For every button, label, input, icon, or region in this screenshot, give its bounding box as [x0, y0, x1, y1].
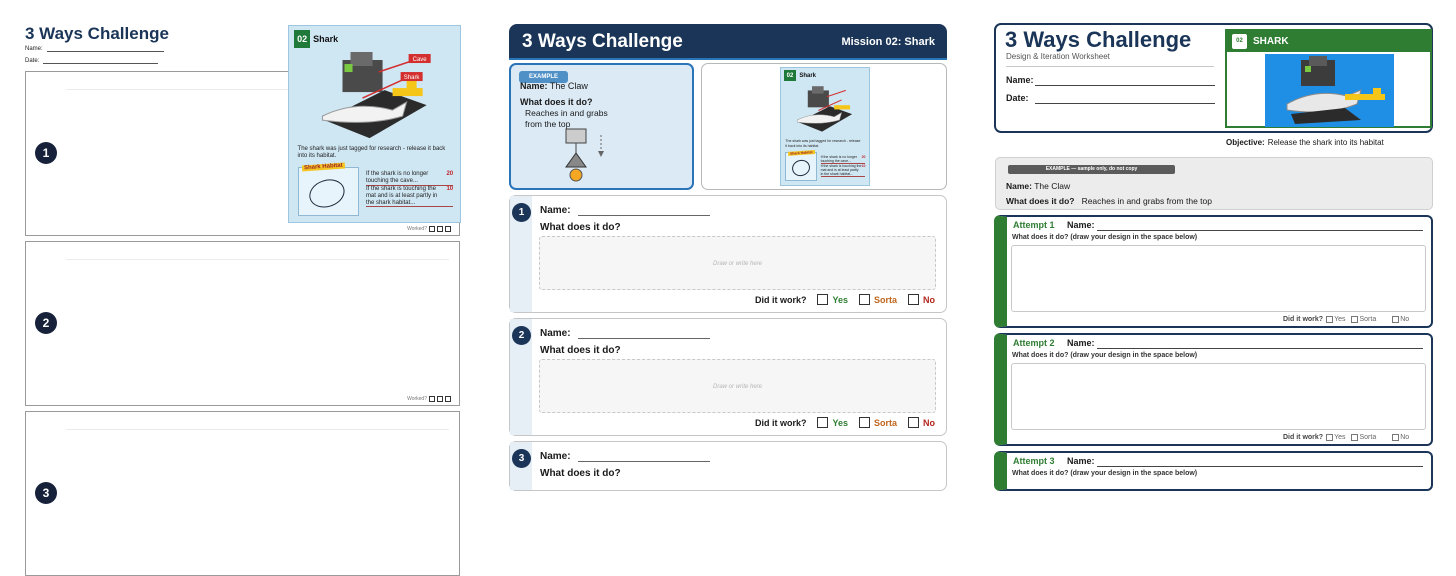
- question-label: What does it do?: [540, 345, 621, 356]
- question-label: What does it do? (draw your design in the space below): [1012, 470, 1198, 477]
- worked-checkbox-no[interactable]: [445, 396, 451, 402]
- did-it-work-label: Did it work?: [1283, 434, 1324, 441]
- example-box: [995, 157, 1433, 210]
- sorta-label: Sorta: [873, 417, 897, 428]
- name-label: Name:: [540, 205, 571, 216]
- header-rule: [509, 58, 947, 60]
- yes-checkbox[interactable]: [817, 294, 828, 305]
- worked-label: Worked?: [407, 396, 427, 402]
- name-label: Name:: [1067, 338, 1095, 348]
- mission-label: Mission 02: Shark: [841, 36, 935, 48]
- did-it-work-row: [1283, 434, 1409, 441]
- date-field[interactable]: [1006, 93, 1029, 103]
- did-it-work-row: [755, 294, 935, 305]
- date-line[interactable]: [43, 63, 158, 64]
- name-label: Name:: [1067, 220, 1095, 230]
- shark-model-photo: [1265, 54, 1394, 127]
- drawing-area[interactable]: [1011, 245, 1426, 312]
- attempt-card-3: [994, 451, 1433, 491]
- attempt-card-1: [509, 195, 947, 313]
- objective: [1226, 138, 1384, 147]
- worksheet-subtitle: Design & Iteration Worksheet: [1006, 52, 1110, 61]
- attempt-box-3[interactable]: [25, 411, 460, 576]
- scoring-text: If the shark is no longer touching the cave...: [365, 171, 429, 184]
- mission-tag: [784, 70, 816, 81]
- worked-checkbox-no[interactable]: [445, 226, 451, 232]
- worked-label: Worked?: [407, 226, 427, 232]
- example-badge: EXAMPLE — sample only, do not copy: [1008, 165, 1175, 174]
- mission-description: The shark was just tagged for research - release it back into its habitat.: [785, 139, 861, 148]
- question-label: What does it do?: [540, 222, 621, 233]
- worksheet-title: 3 Ways Challenge: [1005, 27, 1192, 52]
- did-it-work-row: [1283, 316, 1409, 323]
- date-line[interactable]: [1035, 103, 1215, 104]
- yes-label: Yes: [1334, 434, 1346, 441]
- attempt-number-badge: 1: [35, 142, 57, 164]
- did-it-work-label: Did it work?: [754, 294, 807, 305]
- attempt-label: Attempt 3: [1013, 456, 1055, 466]
- mission-number: 02: [784, 70, 797, 81]
- mission-photo-box: [1225, 29, 1432, 128]
- example-name: Name: The Claw: [520, 81, 588, 91]
- sorta-checkbox[interactable]: [859, 417, 870, 428]
- no-label: No: [1400, 434, 1410, 441]
- example-box: [509, 63, 694, 190]
- name-field[interactable]: [25, 46, 164, 52]
- question-label: What does it do? (draw your design in the space below): [1012, 234, 1198, 241]
- name-input-line[interactable]: [578, 338, 710, 339]
- sorta-label: Sorta: [1359, 316, 1377, 323]
- mission-number: 02: [294, 30, 310, 48]
- guide-line: [66, 429, 449, 430]
- no-checkbox[interactable]: [908, 417, 919, 428]
- example-question: What does it do?: [520, 97, 593, 107]
- no-checkbox[interactable]: [1392, 434, 1399, 441]
- name-input-line[interactable]: [1097, 348, 1423, 349]
- sorta-checkbox[interactable]: [1351, 316, 1358, 323]
- scoring-list: [821, 155, 866, 177]
- attempt-label: Attempt 1: [1013, 220, 1055, 230]
- mission-tag: [294, 30, 338, 48]
- objective-text: Release the shark into its habitat: [1267, 138, 1384, 147]
- worked-checkbox-sorta[interactable]: [437, 226, 443, 232]
- date-label: Date:: [25, 58, 40, 64]
- scoring-list: [366, 171, 453, 207]
- no-checkbox[interactable]: [1392, 316, 1399, 323]
- sorta-label: Sorta: [1359, 434, 1377, 441]
- no-label: No: [1400, 316, 1410, 323]
- scoring-row: If the shark is touching the mat and is at least partly in the shark habitat... 10: [820, 163, 866, 176]
- callout-cave: Cave: [412, 56, 427, 63]
- attempt-number-badge: 1: [512, 203, 531, 222]
- worksheet-header: [509, 24, 947, 58]
- name-field[interactable]: [1006, 75, 1034, 85]
- worked-checkbox-sorta[interactable]: [437, 396, 443, 402]
- question-label: What does it do? (draw your design in the space below): [1012, 352, 1198, 359]
- attempt-number-badge: 3: [512, 449, 531, 468]
- did-it-work-label: Did it work?: [1283, 316, 1324, 323]
- scoring-points: 20: [446, 171, 454, 178]
- no-checkbox[interactable]: [908, 294, 919, 305]
- name-input-line[interactable]: [1097, 230, 1423, 231]
- mission-number: 02: [1232, 34, 1247, 49]
- worksheet-version-1: [0, 0, 480, 500]
- name-line[interactable]: [47, 51, 164, 52]
- sorta-checkbox[interactable]: [859, 294, 870, 305]
- attempt-box-2[interactable]: [25, 241, 460, 406]
- worksheet-title: 3 Ways Challenge: [522, 31, 683, 52]
- name-input-line[interactable]: [578, 461, 710, 462]
- objective-label: Objective:: [1226, 138, 1265, 147]
- scoring-row: [366, 171, 453, 186]
- mission-card-preview: [701, 63, 947, 190]
- attempt-number-badge: 3: [35, 482, 57, 504]
- attempt-card-1: [994, 215, 1433, 328]
- worked-checkbox-yes[interactable]: [429, 396, 435, 402]
- sorta-label: Sorta: [873, 294, 897, 305]
- mission-name: SHARK: [1253, 36, 1289, 47]
- yes-checkbox[interactable]: [1326, 434, 1333, 441]
- worked-checks: [407, 396, 451, 402]
- did-it-work-row: [755, 417, 935, 428]
- attempt-card-2: [509, 318, 947, 436]
- header-divider: [1006, 66, 1214, 67]
- question-label: What does it do?: [540, 468, 621, 479]
- did-it-work-label: Did it work?: [754, 417, 807, 428]
- attempt-label: Attempt 2: [1013, 338, 1055, 348]
- yes-checkbox[interactable]: [817, 417, 828, 428]
- yes-checkbox[interactable]: [1326, 316, 1333, 323]
- mission-name: Shark: [313, 33, 339, 44]
- robot-shark-model-image: [313, 50, 436, 140]
- name-input-line[interactable]: [578, 215, 710, 216]
- example-answer: Reaches in and grabs from the top: [525, 108, 608, 129]
- callout-shark: Shark: [403, 74, 420, 81]
- habitat-outline: [790, 158, 812, 179]
- name-label: Name:: [540, 328, 571, 339]
- habitat-map: [785, 152, 817, 181]
- name-input-line[interactable]: [1097, 466, 1423, 467]
- worked-checkbox-yes[interactable]: [429, 226, 435, 232]
- name-label: Name:: [25, 46, 43, 52]
- drawing-area[interactable]: [1011, 363, 1426, 430]
- habitat-label: Shark Habitat: [790, 150, 813, 156]
- attempt-number-badge: 2: [35, 312, 57, 334]
- no-label: No: [923, 417, 935, 428]
- robot-shark-model-image: [793, 82, 856, 136]
- example-question-answer: What does it do? Reaches in and grabs from the top: [1006, 196, 1212, 206]
- habitat-outline: [306, 175, 348, 212]
- yes-label: Yes: [832, 294, 848, 305]
- scoring-points: 10: [446, 185, 454, 192]
- claw-sketch-image: [561, 127, 611, 185]
- mission-name: Shark: [799, 72, 816, 79]
- worked-checks: [407, 226, 451, 232]
- scoring-row: [366, 186, 453, 208]
- mission-description: The shark was just tagged for research - release it back into its habitat.: [297, 145, 446, 159]
- attempt-card-2: [994, 333, 1433, 446]
- scoring-row: If the shark is no longer touching the cave... 20: [820, 154, 866, 163]
- mission-card: [780, 67, 870, 186]
- guide-line: [66, 259, 449, 260]
- mission-card: [288, 25, 461, 223]
- habitat-map: [298, 163, 360, 216]
- example-name: Name: The Claw: [1006, 181, 1071, 191]
- sorta-checkbox[interactable]: [1351, 434, 1358, 441]
- scoring-text: If the shark is touching the mat and is at least partly in the shark habitat...: [365, 185, 438, 206]
- drawing-area[interactable]: Draw or write here: [539, 236, 936, 290]
- example-badge: EXAMPLE: [519, 71, 568, 83]
- date-field[interactable]: [25, 58, 158, 64]
- worksheet-title: 3 Ways Challenge: [25, 24, 169, 43]
- name-label: Name:: [1067, 456, 1095, 466]
- name-label: Name:: [1006, 75, 1034, 85]
- no-label: No: [923, 294, 935, 305]
- drawing-area[interactable]: Draw or write here: [539, 359, 936, 413]
- date-label: Date:: [1006, 93, 1029, 103]
- attempt-card-3: [509, 441, 947, 491]
- yes-label: Yes: [832, 417, 848, 428]
- name-label: Name:: [540, 451, 571, 462]
- attempt-number-badge: 2: [512, 326, 531, 345]
- name-line[interactable]: [1035, 85, 1215, 86]
- yes-label: Yes: [1334, 316, 1346, 323]
- habitat-label: Shark Habitat: [303, 163, 343, 172]
